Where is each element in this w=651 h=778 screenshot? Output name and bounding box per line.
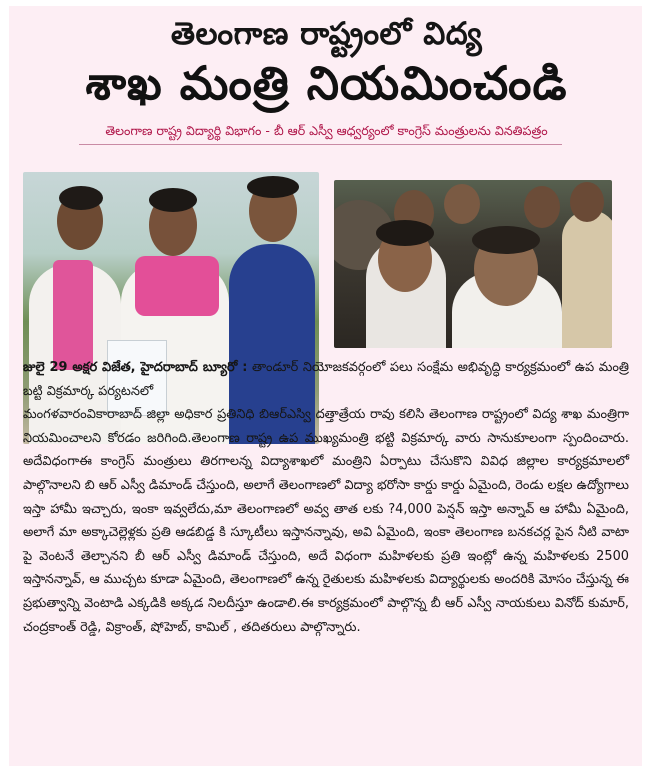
article-intro: తాండూర్ నియోజకవర్గంలో పలు సంక్షేమ అభివృద్ధి కార్యక్రమంలో ఉప మంత్రి బట్టి విక్రమార్క పర్యటనలో (23, 360, 629, 399)
subheadline: తెలంగాణ రాష్ట్ర విద్యార్థి విభాగం - బీ ఆర్ ఎస్వీ ఆధ్వర్యంలో కాంగ్రెస్ మంత్రులను వినతిపత్రం (105, 123, 548, 138)
newspaper-clipping (9, 6, 642, 766)
headline-line-2: శాఖ మంత్రి నియమించండి (85, 56, 568, 110)
article-dateline-block (23, 356, 629, 403)
subheadline-divider (79, 144, 562, 145)
article-body (23, 356, 629, 639)
headline-line-1: తెలంగాణ రాష్ట్రంలో విద్య (170, 16, 483, 52)
photo-meeting-with-minister (334, 180, 612, 348)
article-text: మంగళవారంవికారాబాద్ జిల్లా అధికార ప్రతినిధి బిఆర్ఎస్వి దత్తాత్రేయ రావు కలిసి తెలంగాణ రాష్ట్రంలో విద్య శాఖ మంత్రిగా నియమించాలని కోరడం జరిగింది.తెలంగాణ రాష్ట్ర ఉప ముఖ్యమంత్రి భట్టి విక్రమార్క వారు సానుకూలంగా స్పందించారు. అదేవిధంగాఈ కాంగ్రెస్ మంత్రులు తిరగాలన్న విద్యాశాఖలో మంత్రిని ఏర్పాటు చేసుకొని వివిధ జిల్లాల కార్యక్రమాలలో పాల్గొనాలని బి ఆర్ ఎస్వీ డిమాండ్ చేస్తుంది, అలాగే తెలంగాణలో విద్యా భరోసా కార్డు కార్డు ఏమైంది, రెండు లక్షల ఉద్యోగాలు ఇస్తా హామీ ఇచ్చారు, ఇంకా ఇవ్వలేదు,మా తెలంగాణలో అవ్వ తాత లకు ?4,000 పెన్షన్ ఇస్తా అన్నావ్ ఆ హామీ ఏమైంది, అలాగే మా అక్కాచెల్లెళ్లకు ప్రతి ఆడబిడ్డ కి స్కూటీలు ఇస్తానన్నావు, అవి ఏమైంది, ఇంకా తెలంగాణ బనకచర్ల పైన నీటి వాటా పై వెంటనే తెల్చానని బీ ఆర్ ఎస్వీ డిమాండ్ చేస్తుంది, అదే విధంగా మహిళలకు ప్రతి ఇంట్లో ఉన్న మహిళలకు 2500 ఇస్తానన్నావ్, ఆ ముచ్చట కూడా ఏమైంది, తెలంగాణలో ఉన్న రైతులకు మహిళలకు విద్యార్థులకు అందరికి మోసం చేస్తున్న ఈ ప్రభుత్వాన్ని వెంటాడి ఎక్కడికి అక్కడ నిలదీస్తూ ఉండాలి.ఈ కార్యక్రమంలో పాల్గొన్న బీ ఆర్ ఎస్వీ నాయకులు వినోద్ కుమార్, చంద్రకాంత్ రెడ్డి, విక్రాంత్, షోహెబ్, కామిల్ , తదితరులు పాల్గొన్నారు. (23, 407, 629, 635)
article-dateline: జులై 29 అక్షర విజేత, హైదరాబాద్ బ్యూరో : (23, 360, 248, 375)
